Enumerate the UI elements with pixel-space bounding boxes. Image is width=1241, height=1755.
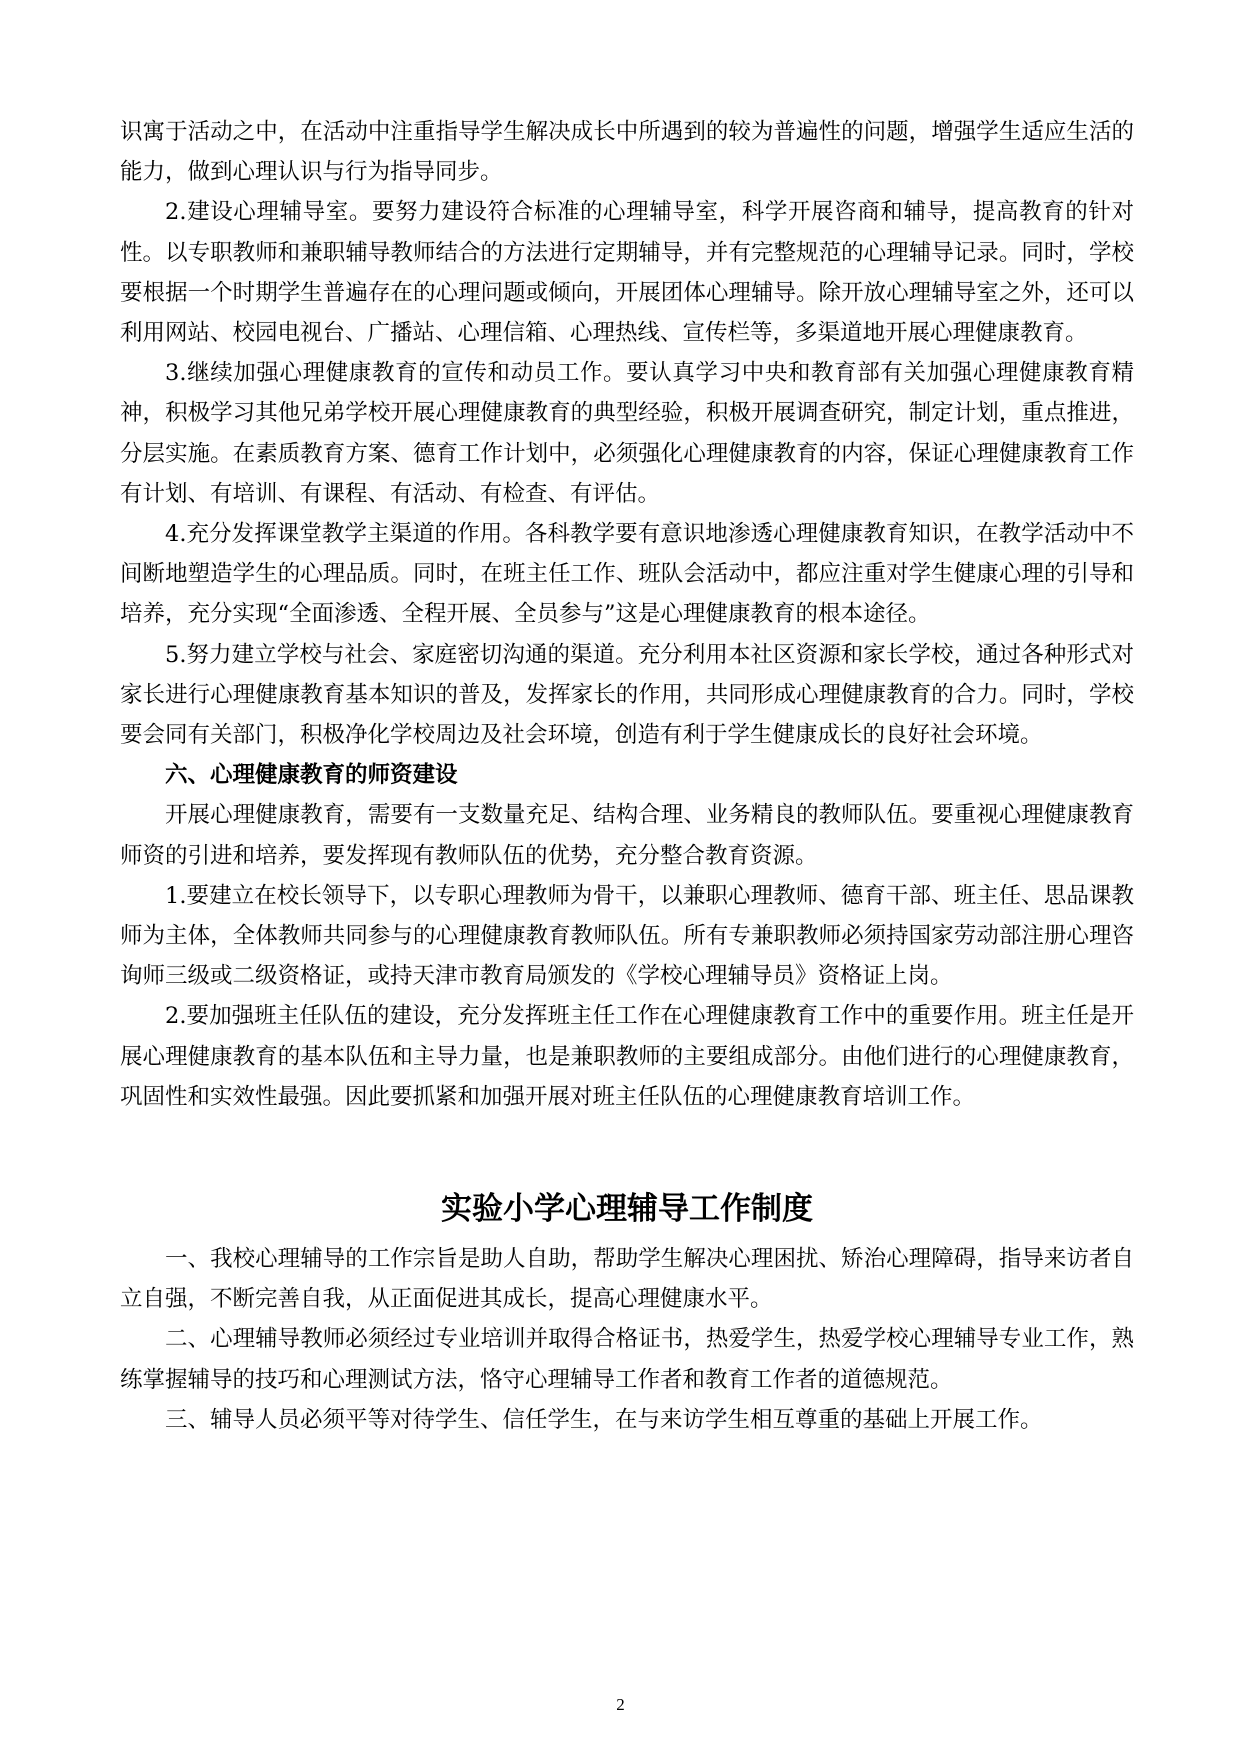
paragraph-publicity: 3.继续加强心理健康教育的宣传和动员工作。要认真学习中央和教育部有关加强心理健康教育精神，积极学习其他兄弟学校开展心理健康教育的典型经验，积极开展调查研究，制定计划，重点推进，分层实施。在素质教育方案、德育工作计划中，必须强化心理健康教育的内容，保证心理健康教育工作有计划、有培训、有课程、有活动、有检查、有评估。: [120, 360, 1134, 507]
paragraph-purpose: 一、我校心理辅导的工作宗旨是助人自助，帮助学生解决心理困扰、矫治心理障碍，指导来访者自立自强，不断完善自我，从正面促进其成长，提高心理健康水平。: [120, 1246, 1134, 1313]
section-heading-teachers: 六、心理健康教育的师资建设: [165, 762, 458, 789]
document-body: [120, 112, 1134, 1440]
paragraph-equality: 三、辅导人员必须平等对待学生、信任学生，在与来访学生相互尊重的基础上开展工作。: [165, 1406, 1043, 1433]
paragraph-continuation: 识寓于活动之中，在活动中注重指导学生解决成长中所遇到的较为普遍性的问题，增强学生适应生活的能力，做到心理认识与行为指导同步。: [120, 119, 1134, 186]
paragraph-head-teachers: 2.要加强班主任队伍的建设，充分发挥班主任工作在心理健康教育工作中的重要作用。班主任是开展心理健康教育的基本队伍和主导力量，也是兼职教师的主要组成部分。由他们进行的心理健康教育，巩固性和实效性最强。因此要抓紧和加强开展对班主任队伍的心理健康教育培训工作。: [120, 1003, 1134, 1110]
paragraph-classroom-channel: 4.充分发挥课堂教学主渠道的作用。各科教学要有意识地渗透心理健康教育知识，在教学活动中不间断地塑造学生的心理品质。同时，在班主任工作、班队会活动中，都应注重对学生健康心理的引导和培养，充分实现“全面渗透、全程开展、全员参与”这是心理健康教育的根本途径。: [120, 521, 1134, 628]
paragraph-teachers-team: 1.要建立在校长领导下，以专职心理教师为骨干，以兼职心理教师、德育干部、班主任、思品课教师为主体，全体教师共同参与的心理健康教育教师队伍。所有专兼职教师必须持国家劳动部注册心理咨询师三级或二级资格证，或持天津市教育局颁发的《学校心理辅导员》资格证上岗。: [120, 882, 1134, 990]
paragraph-teachers-intro: 开展心理健康教育，需要有一支数量充足、结构合理、业务精良的教师队伍。要重视心理健康教育师资的引进和培养，要发挥现有教师队伍的优势，充分整合教育资源。: [120, 802, 1134, 869]
paragraph-family-society: 5.努力建立学校与社会、家庭密切沟通的渠道。充分利用本社区资源和家长学校，通过各种形式对家长进行心理健康教育基本知识的普及，发挥家长的作用，共同形成心理健康教育的合力。同时，学校要会同有关部门，积极净化学校周边及社会环境，创造有利于学生健康成长的良好社会环境。: [120, 641, 1134, 749]
page-number: 2: [616, 1695, 625, 1714]
document-title: 实验小学心理辅导工作制度: [441, 1191, 813, 1228]
paragraph-qualification: 二、心理辅导教师必须经过专业培训并取得合格证书，热爱学生，热爱学校心理辅导专业工作，熟练掌握辅导的技巧和心理测试方法，恪守心理辅导工作者和教育工作者的道德规范。: [120, 1326, 1134, 1393]
paragraph-counseling-room: 2.建设心理辅导室。要努力建设符合标准的心理辅导室，科学开展咨商和辅导，提高教育的针对性。以专职教师和兼职辅导教师结合的方法进行定期辅导，并有完整规范的心理辅导记录。同时，学校要根据一个时期学生普遍存在的心理问题或倾向，开展团体心理辅导。除开放心理辅导室之外，还可以利用网站、校园电视台、广播站、心理信箱、心理热线、宣传栏等，多渠道地开展心理健康教育。: [120, 199, 1134, 347]
